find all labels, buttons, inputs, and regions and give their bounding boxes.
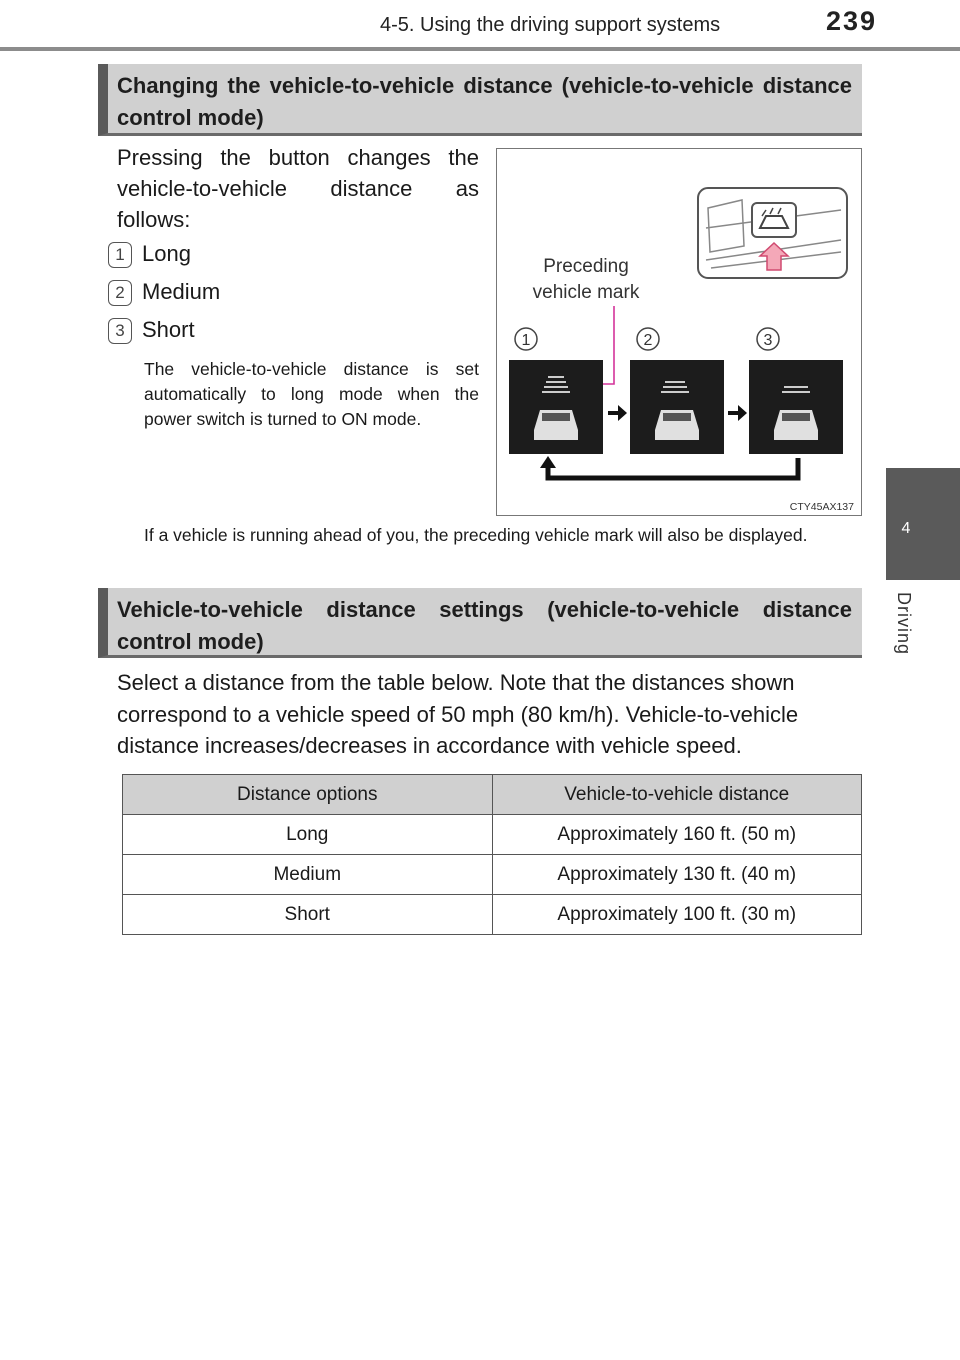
table-cell: Short xyxy=(123,895,493,935)
display-medium xyxy=(630,360,724,454)
page-number: 239 xyxy=(826,6,878,36)
step-circle-number: 2 xyxy=(643,332,653,349)
step-number-badge: 1 xyxy=(108,242,132,268)
distance-button-icon xyxy=(752,203,796,237)
table-cell: Approximately 100 ft. (30 m) xyxy=(492,895,862,935)
list-item xyxy=(108,317,195,344)
step-number-badge: 2 xyxy=(108,280,132,306)
header-rule xyxy=(0,47,960,51)
chapter-tab-number: 4 xyxy=(901,520,911,537)
table-header-row xyxy=(123,775,862,815)
note-preceding-vehicle: If a vehicle is running ahead of you, the preceding vehicle mark will also be displayed. xyxy=(144,525,808,545)
column-header: Distance options xyxy=(123,775,493,815)
step-circle-number: 1 xyxy=(521,332,531,349)
table-cell: Long xyxy=(123,815,493,855)
display-short xyxy=(749,360,843,454)
figure-code: CTY45AX137 xyxy=(789,501,854,513)
step-circle-number: 3 xyxy=(763,332,773,349)
table-cell: Medium xyxy=(123,855,493,895)
list-item-label: Long xyxy=(142,241,191,266)
table-cell: Approximately 160 ft. (50 m) xyxy=(492,815,862,855)
table-row xyxy=(123,815,862,855)
step-number-badge: 3 xyxy=(108,318,132,344)
note-default-mode: The vehicle-to-vehicle distance is set automatically to long mode when the power switch is turned to ON mode. xyxy=(144,359,479,429)
list-item xyxy=(108,279,220,306)
table-cell: Approximately 130 ft. (40 m) xyxy=(492,855,862,895)
display-long xyxy=(509,360,603,454)
list-item xyxy=(108,241,191,268)
intro-paragraph: Pressing the button changes the vehicle-to-vehicle distance as follows: xyxy=(117,145,479,232)
distance-table xyxy=(122,774,862,935)
section-heading-distance-settings: Vehicle-to-vehicle distance settings (vehicle-to-vehicle distance control mode) xyxy=(98,588,862,658)
table-row xyxy=(123,895,862,935)
section-heading-changing-distance: Changing the vehicle-to-vehicle distance (vehicle-to-vehicle distance control mode) xyxy=(98,64,862,136)
list-item-label: Medium xyxy=(142,279,221,304)
figure-label-line1: Preceding xyxy=(543,256,629,277)
list-item-label: Short xyxy=(142,317,195,342)
chapter-tab-label: Driving xyxy=(894,592,914,656)
settings-paragraph: Select a distance from the table below. Note that the distances shown correspond to a vehicle speed of 50 mph (80 km/h). Vehicle-to-vehicle distance increases/decreases in accordance with vehicle speed. xyxy=(117,670,799,758)
table-row xyxy=(123,855,862,895)
distance-mode-illustration xyxy=(496,148,862,516)
figure-label-line2: vehicle mark xyxy=(532,282,640,303)
column-header: Vehicle-to-vehicle distance xyxy=(492,775,862,815)
running-header-section: 4-5. Using the driving support systems xyxy=(380,14,721,36)
